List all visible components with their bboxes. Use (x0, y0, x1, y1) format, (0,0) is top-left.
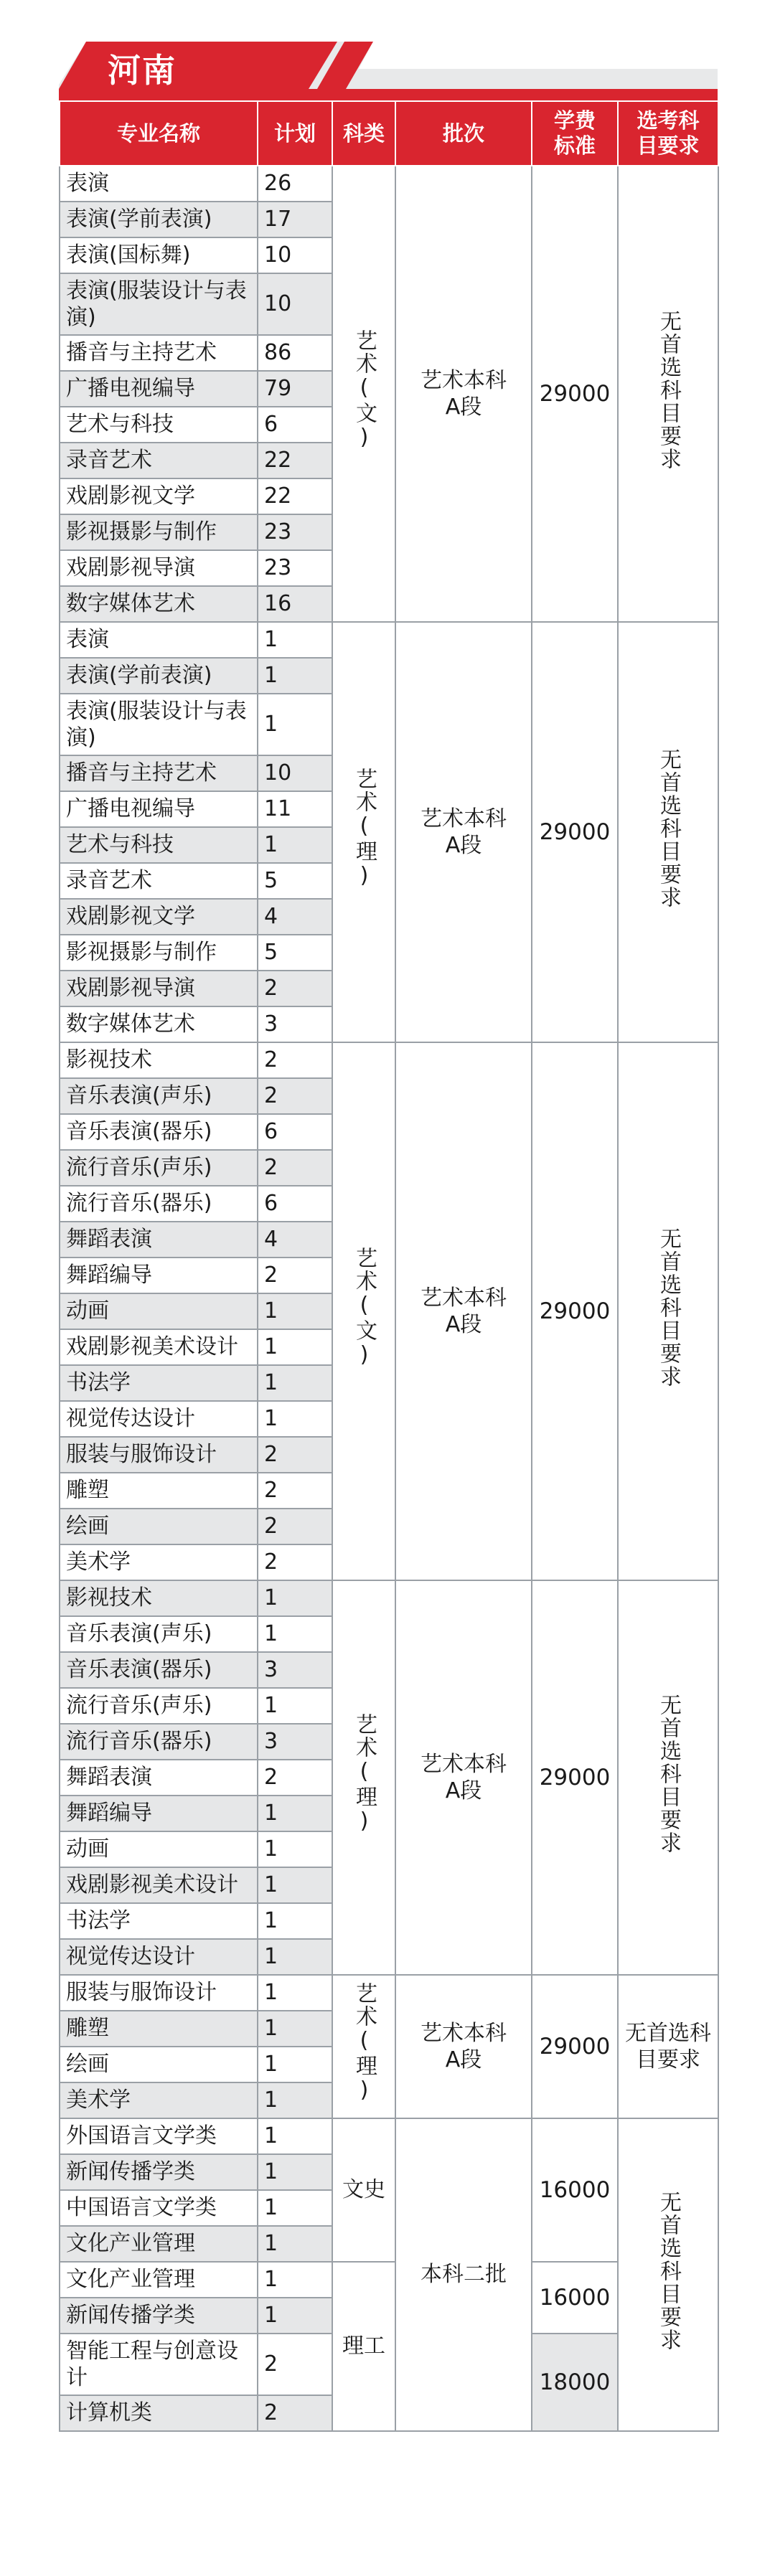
major-name: 外国语言文学类 (60, 2118, 258, 2154)
major-name: 播音与主持艺术 (60, 755, 258, 791)
table-header-row (60, 101, 718, 166)
major-name: 绘画 (60, 2047, 258, 2082)
plan-count: 1 (258, 694, 332, 755)
major-name: 广播电视编导 (60, 371, 258, 407)
category-cell: 文史 (332, 2118, 395, 2262)
plan-count: 3 (258, 1006, 332, 1042)
plan-count: 2 (258, 2395, 332, 2431)
major-name: 影视技术 (60, 1580, 258, 1616)
major-name: 舞蹈表演 (60, 1222, 258, 1258)
plan-count: 3 (258, 1724, 332, 1760)
table-row (60, 622, 718, 658)
header-category: 科类 (332, 101, 395, 166)
requirement-cell: 无首选科目要求 (618, 622, 718, 1042)
plan-count: 1 (258, 2082, 332, 2118)
province-banner (0, 0, 775, 100)
plan-count: 1 (258, 2011, 332, 2047)
major-name: 新闻传播学类 (60, 2298, 258, 2334)
plan-count: 22 (258, 478, 332, 514)
table-row (60, 1042, 718, 1078)
plan-count: 1 (258, 1293, 332, 1329)
batch-cell: 艺术本科 A段 (395, 622, 532, 1042)
plan-count: 2 (258, 1760, 332, 1796)
batch-cell: 本科二批 (395, 2118, 532, 2431)
major-name: 视觉传达设计 (60, 1939, 258, 1975)
header-requirement: 选考科 目要求 (618, 101, 718, 166)
major-name: 音乐表演(声乐) (60, 1616, 258, 1652)
batch-cell: 艺术本科 A段 (395, 1975, 532, 2118)
major-name: 表演(国标舞) (60, 237, 258, 273)
category-cell: 艺术(文) (332, 166, 395, 622)
major-name: 雕塑 (60, 2011, 258, 2047)
plan-count: 4 (258, 899, 332, 935)
plan-count: 10 (258, 237, 332, 273)
plan-count: 1 (258, 1867, 332, 1903)
batch-cell: 艺术本科 A段 (395, 1580, 532, 1975)
major-name: 音乐表演(声乐) (60, 1078, 258, 1114)
requirement-cell: 无首选科目要求 (618, 166, 718, 622)
plan-count: 1 (258, 2298, 332, 2334)
plan-count: 3 (258, 1652, 332, 1688)
major-name: 数字媒体艺术 (60, 586, 258, 622)
fee-cell: 16000 (532, 2118, 618, 2262)
fee-cell: 29000 (532, 622, 618, 1042)
major-name: 动画 (60, 1293, 258, 1329)
table-row (60, 1580, 718, 1616)
plan-count: 1 (258, 1975, 332, 2011)
plan-count: 1 (258, 1796, 332, 1831)
major-name: 戏剧影视文学 (60, 899, 258, 935)
major-name: 绘画 (60, 1509, 258, 1544)
plan-count: 2 (258, 1078, 332, 1114)
table-row (60, 2118, 718, 2154)
plan-count: 1 (258, 2190, 332, 2226)
fee-cell: 29000 (532, 1975, 618, 2118)
batch-cell: 艺术本科 A段 (395, 1042, 532, 1580)
major-name: 艺术与科技 (60, 407, 258, 443)
major-name: 表演(服装设计与表演) (60, 694, 258, 755)
plan-count: 1 (258, 1580, 332, 1616)
major-name: 表演(学前表演) (60, 658, 258, 694)
major-name: 视觉传达设计 (60, 1401, 258, 1437)
major-name: 广播电视编导 (60, 791, 258, 827)
plan-count: 1 (258, 2154, 332, 2190)
plan-count: 1 (258, 1688, 332, 1724)
fee-cell: 29000 (532, 166, 618, 622)
major-name: 影视摄影与制作 (60, 935, 258, 971)
plan-count: 22 (258, 443, 332, 478)
plan-count: 1 (258, 2226, 332, 2262)
major-name: 戏剧影视美术设计 (60, 1867, 258, 1903)
plan-count: 1 (258, 1939, 332, 1975)
requirement-cell: 无首选科目要求 (618, 2118, 718, 2431)
requirement-cell: 无首选科 目要求 (618, 1975, 718, 2118)
major-name: 戏剧影视美术设计 (60, 1329, 258, 1365)
header-fee: 学费 标准 (532, 101, 618, 166)
major-name: 音乐表演(器乐) (60, 1114, 258, 1150)
major-name: 录音艺术 (60, 443, 258, 478)
plan-count: 16 (258, 586, 332, 622)
fee-cell: 18000 (532, 2334, 618, 2431)
plan-count: 2 (258, 1473, 332, 1509)
major-name: 流行音乐(器乐) (60, 1186, 258, 1222)
plan-count: 1 (258, 1831, 332, 1867)
major-name: 新闻传播学类 (60, 2154, 258, 2190)
plan-count: 86 (258, 335, 332, 371)
major-name: 表演 (60, 166, 258, 202)
major-name: 影视摄影与制作 (60, 514, 258, 550)
major-name: 美术学 (60, 1544, 258, 1580)
major-name: 书法学 (60, 1365, 258, 1401)
plan-count: 5 (258, 935, 332, 971)
major-name: 服装与服饰设计 (60, 1437, 258, 1473)
major-name: 数字媒体艺术 (60, 1006, 258, 1042)
major-name: 流行音乐(声乐) (60, 1150, 258, 1186)
header-major: 专业名称 (60, 101, 258, 166)
plan-count: 6 (258, 1186, 332, 1222)
plan-count: 1 (258, 622, 332, 658)
requirement-cell: 无首选科目要求 (618, 1580, 718, 1975)
plan-count: 1 (258, 1616, 332, 1652)
plan-count: 23 (258, 514, 332, 550)
fee-cell: 29000 (532, 1042, 618, 1580)
major-name: 戏剧影视导演 (60, 971, 258, 1006)
plan-count: 1 (258, 658, 332, 694)
category-cell: 艺术(理) (332, 622, 395, 1042)
major-name: 舞蹈编导 (60, 1796, 258, 1831)
plan-count: 17 (258, 202, 332, 237)
plan-count: 1 (258, 827, 332, 863)
major-name: 音乐表演(器乐) (60, 1652, 258, 1688)
major-name: 服装与服饰设计 (60, 1975, 258, 2011)
plan-count: 2 (258, 1150, 332, 1186)
category-cell: 理工 (332, 2262, 395, 2431)
plan-count: 6 (258, 407, 332, 443)
major-name: 书法学 (60, 1903, 258, 1939)
major-name: 录音艺术 (60, 863, 258, 899)
plan-count: 1 (258, 1401, 332, 1437)
plan-count: 2 (258, 1042, 332, 1078)
plan-count: 5 (258, 863, 332, 899)
plan-count: 1 (258, 2262, 332, 2298)
major-name: 舞蹈表演 (60, 1760, 258, 1796)
plan-count: 1 (258, 2047, 332, 2082)
major-name: 文化产业管理 (60, 2226, 258, 2262)
header-batch: 批次 (395, 101, 532, 166)
major-name: 智能工程与创意设计 (60, 2334, 258, 2395)
category-cell: 艺术(理) (332, 1975, 395, 2118)
major-name: 雕塑 (60, 1473, 258, 1509)
major-name: 影视技术 (60, 1042, 258, 1078)
plan-count: 2 (258, 2334, 332, 2395)
major-name: 计算机类 (60, 2395, 258, 2431)
plan-count: 2 (258, 1509, 332, 1544)
plan-count: 1 (258, 1903, 332, 1939)
plan-count: 26 (258, 166, 332, 202)
plan-count: 2 (258, 1258, 332, 1293)
plan-count: 2 (258, 971, 332, 1006)
major-name: 中国语言文学类 (60, 2190, 258, 2226)
major-name: 动画 (60, 1831, 258, 1867)
major-name: 美术学 (60, 2082, 258, 2118)
province-title: 河南 (108, 51, 177, 90)
major-name: 播音与主持艺术 (60, 335, 258, 371)
major-name: 文化产业管理 (60, 2262, 258, 2298)
major-name: 戏剧影视导演 (60, 550, 258, 586)
plan-count: 4 (258, 1222, 332, 1258)
category-cell: 艺术(文) (332, 1042, 395, 1580)
plan-count: 79 (258, 371, 332, 407)
major-name: 艺术与科技 (60, 827, 258, 863)
major-name: 舞蹈编导 (60, 1258, 258, 1293)
requirement-cell: 无首选科目要求 (618, 1042, 718, 1580)
major-name: 表演(服装设计与表演) (60, 273, 258, 335)
plan-count: 2 (258, 1437, 332, 1473)
plan-count: 1 (258, 1329, 332, 1365)
plan-count: 6 (258, 1114, 332, 1150)
major-name: 表演 (60, 622, 258, 658)
plan-count: 23 (258, 550, 332, 586)
plan-count: 1 (258, 2118, 332, 2154)
major-name: 表演(学前表演) (60, 202, 258, 237)
header-plan: 计划 (258, 101, 332, 166)
major-name: 流行音乐(器乐) (60, 1724, 258, 1760)
plan-count: 10 (258, 273, 332, 335)
plan-count: 1 (258, 1365, 332, 1401)
enrollment-plan-table (59, 100, 719, 2432)
major-name: 流行音乐(声乐) (60, 1688, 258, 1724)
fee-cell: 16000 (532, 2262, 618, 2334)
plan-count: 10 (258, 755, 332, 791)
major-name: 戏剧影视文学 (60, 478, 258, 514)
fee-cell: 29000 (532, 1580, 618, 1975)
table-row (60, 166, 718, 202)
plan-count: 11 (258, 791, 332, 827)
table-row (60, 1975, 718, 2011)
plan-count: 2 (258, 1544, 332, 1580)
batch-cell: 艺术本科 A段 (395, 166, 532, 622)
category-cell: 艺术(理) (332, 1580, 395, 1975)
